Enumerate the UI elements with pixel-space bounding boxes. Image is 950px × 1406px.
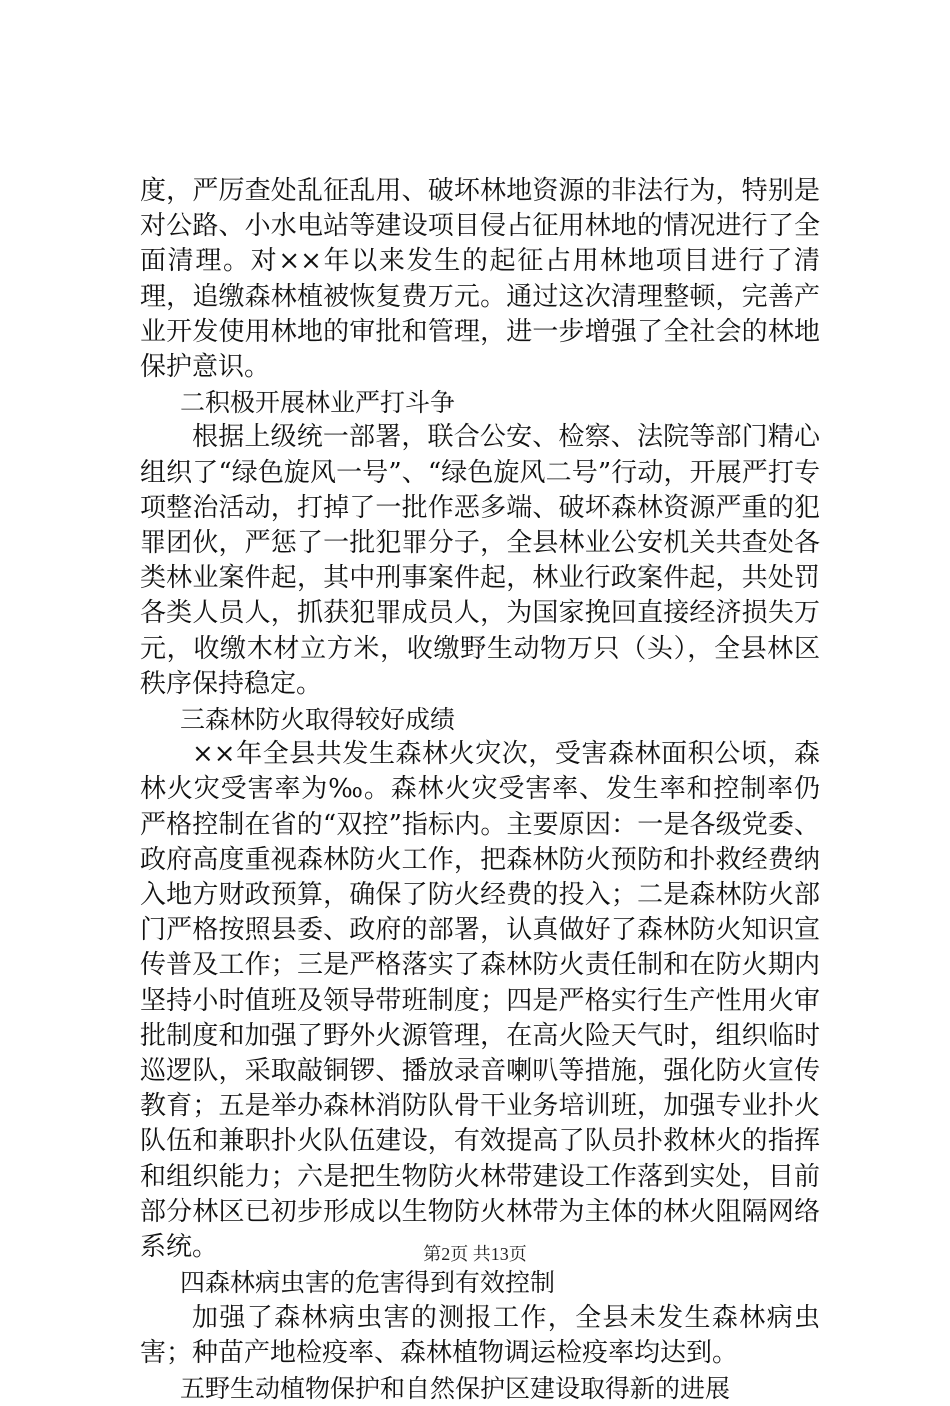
section-heading-2: 二积极开展林业严打斗争 <box>180 388 456 418</box>
paragraph-continuation: 度，严厉查处乱征乱用、破坏林地资源的非法行为，特别是对公路、小水电站等建设项目侵占征用林地的情况进行了全面清理。对××年以来发生的起征占用林地项目进行了清理，追缴森林植被恢复费万元。通过这次清理整顿，完善产业开发使用林地的审批和管理，进一步增强了全社会的林地保护意识。 <box>140 176 820 383</box>
paragraph-crackdown: 根据上级统一部署，联合公安、检察、法院等部门精心组织了“绿色旋风一号”、“绿色旋风二号”行动，开展严打专项整治活动，打掉了一批作恶多端、破坏森林资源严重的犯罪团伙，严惩了一批犯罪分子，全县林业公安机关共查处各类林业案件起，其中刑事案件起，林业行政案件起，共处罚各类人员人，抓获犯罪成员人，为国家挽回直接经济损失万元，收缴木材立方米，收缴野生动物万只（头），全县林区秩序保持稳定。 <box>140 422 820 699</box>
section-heading-4: 四森林病虫害的危害得到有效控制 <box>180 1268 556 1298</box>
section-heading-3: 三森林防火取得较好成绩 <box>180 705 456 735</box>
page-number-footer: 第2页 共13页 <box>423 1244 527 1264</box>
paragraph-pest-control: 加强了森林病虫害的测报工作，全县未发生森林病虫害；种苗产地检疫率、森林植物调运检疫率均达到。 <box>140 1302 820 1368</box>
paragraph-fire-prevention: ××年全县共发生森林火灾次，受害森林面积公顷，森林火灾受害率为‰。森林火灾受害率、发生率和控制率仍严格控制在省的“双控”指标内。主要原因：一是各级党委、政府高度重视森林防火工作，把森林防火预防和扑救经费纳入地方财政预算，确保了防火经费的投入；二是森林防火部门严格按照县委、政府的部署，认真做好了森林防火知识宣传普及工作；三是严格落实了森林防火责任制和在防火期内坚持小时值班及领导带班制度；四是严格实行生产性用火审批制度和加强了野外火源管理，在高火险天气时，组织临时巡逻队，采取敲铜锣、播放录音喇叭等措施，强化防火宣传教育；五是举办森林消防队骨干业务培训班，加强专业扑火队伍和兼职扑火队伍建设，有效提高了队员扑救林火的指挥和组织能力；六是把生物防火林带建设工作落到实处，目前部分林区已初步形成以生物防火林带为主体的林火阻隔网络系统。 <box>140 739 820 1263</box>
document-body <box>140 174 820 1406</box>
section-heading-5: 五野生动植物保护和自然保护区建设取得新的进展 <box>180 1373 731 1403</box>
